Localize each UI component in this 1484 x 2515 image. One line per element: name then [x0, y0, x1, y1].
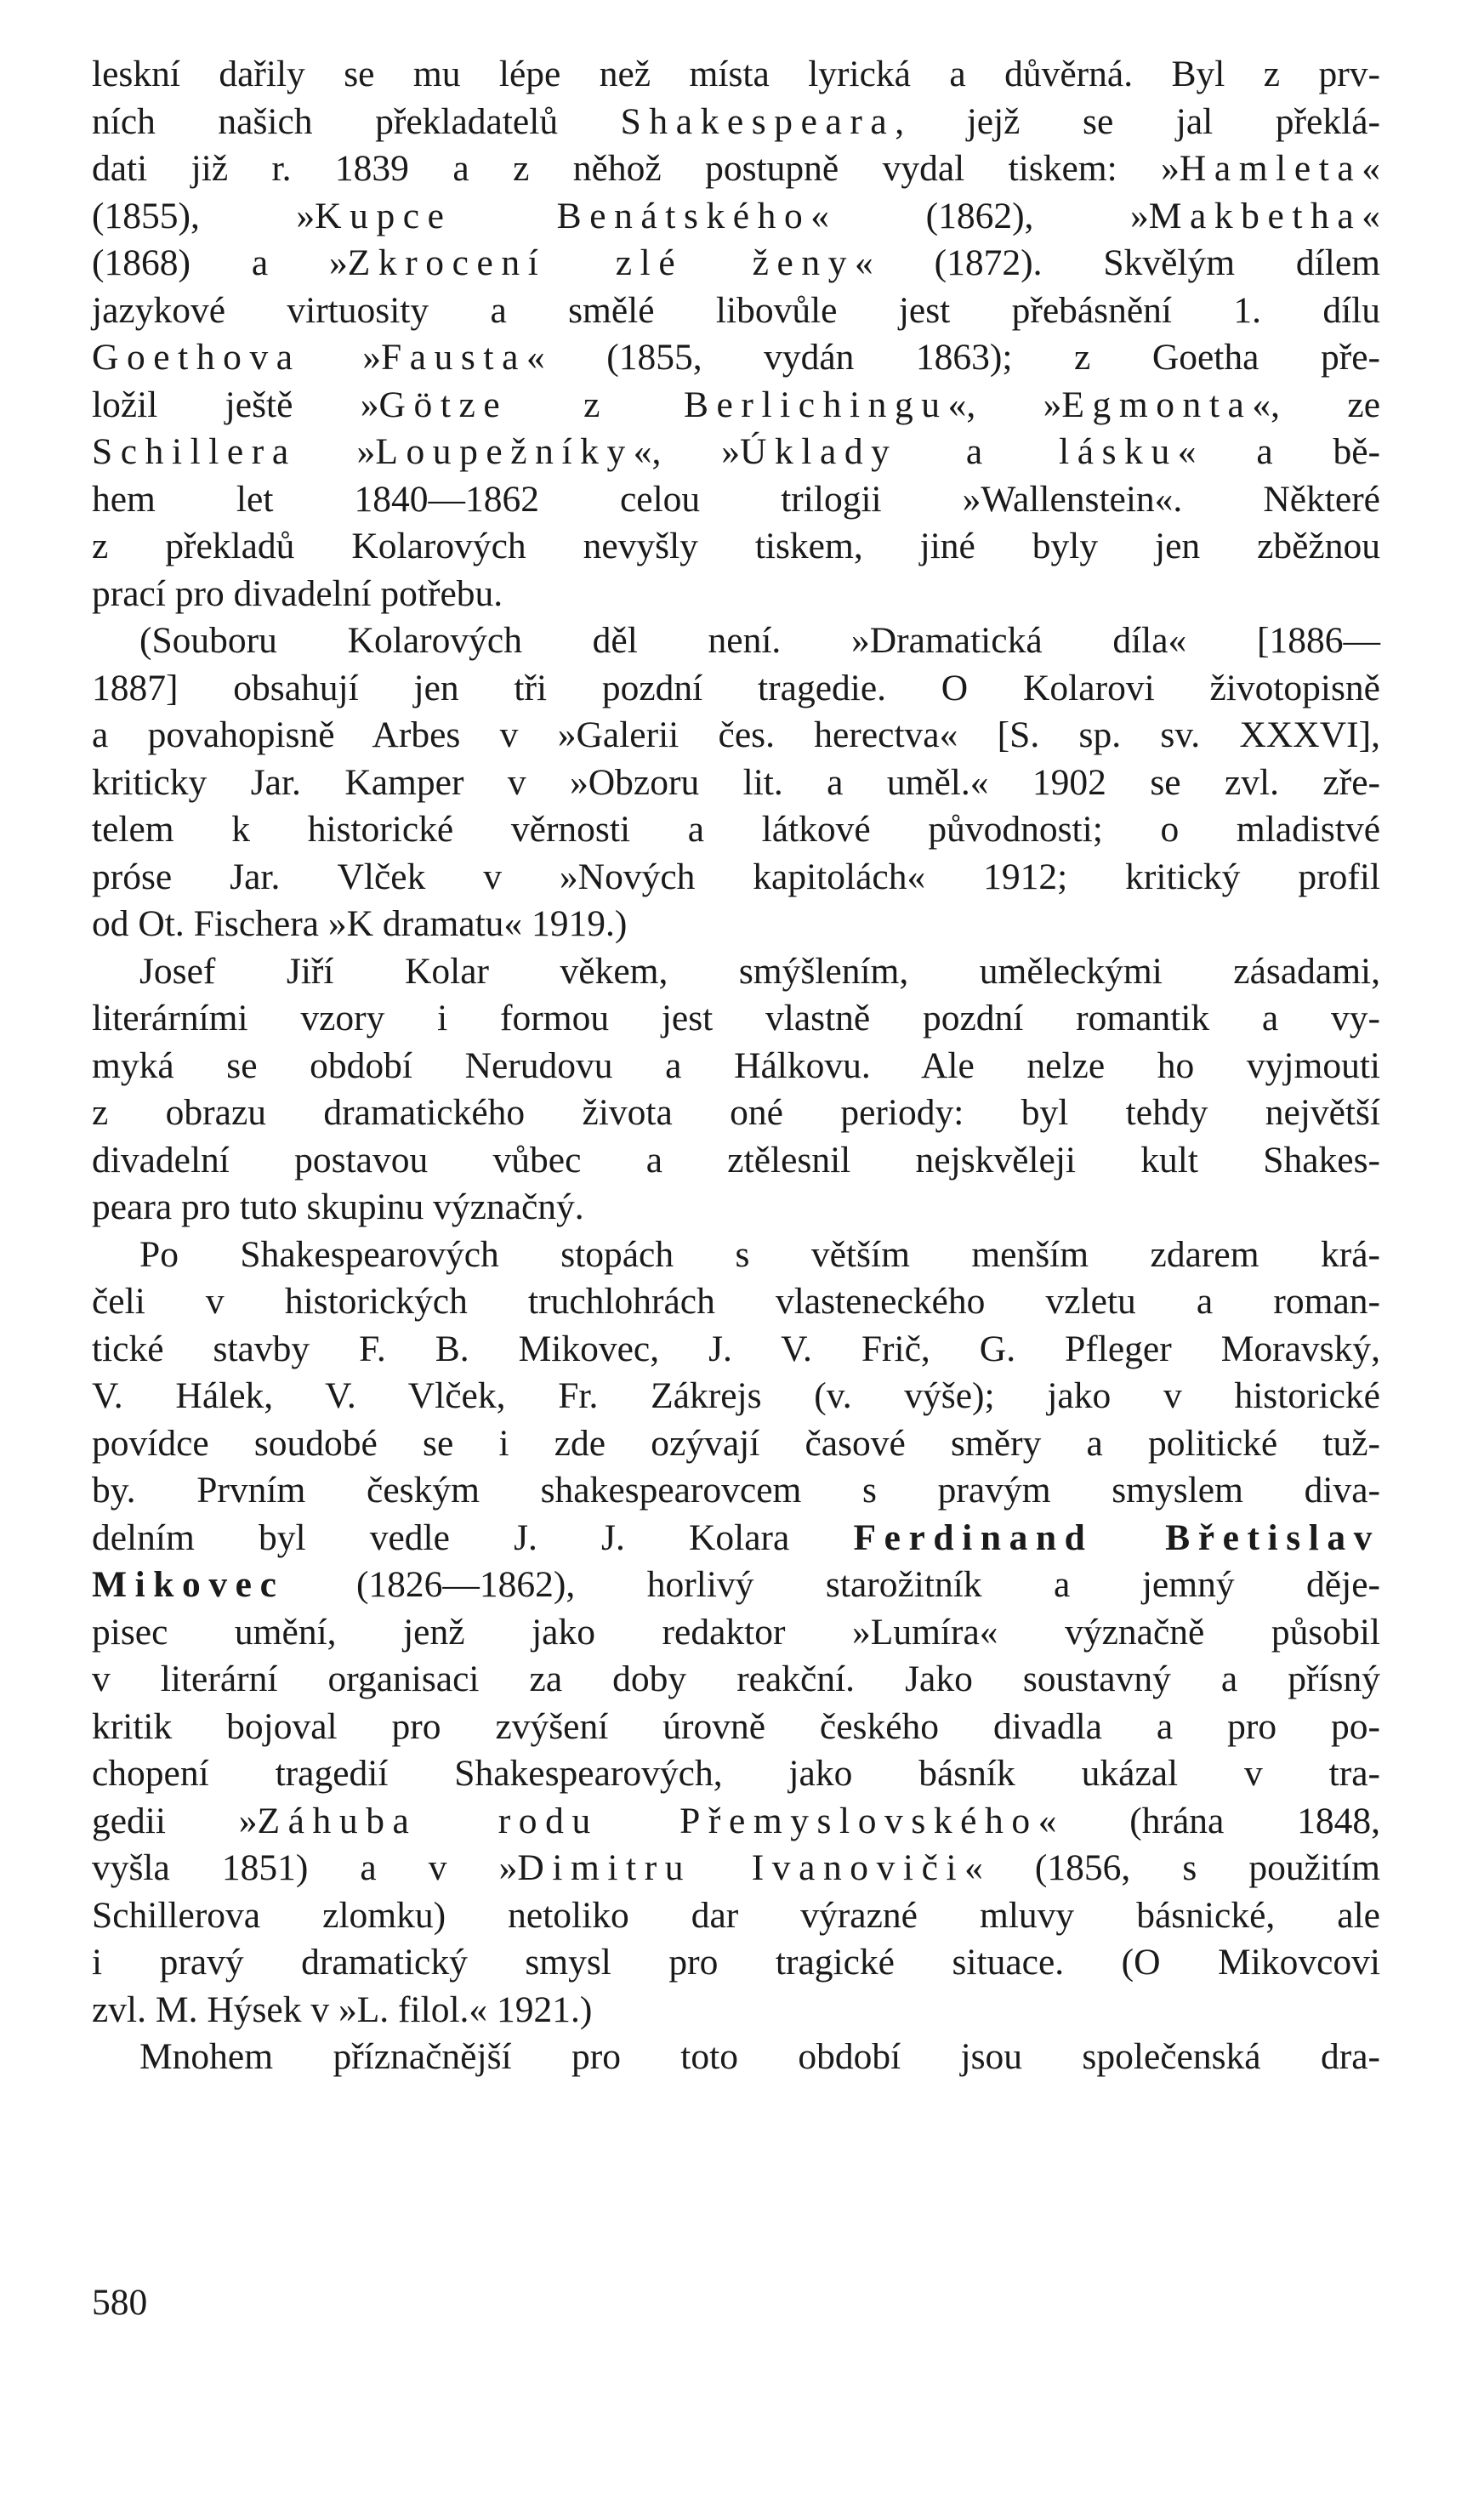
text-run: i pravý dramatický smysl pro tragické situace. (O Mikovcovi: [92, 1942, 1380, 1983]
text-line: [92, 1704, 1380, 1751]
text-line: [92, 1420, 1380, 1468]
emphasized-text: Zkrocení zlé ženy: [347, 242, 856, 283]
text-line: [92, 1892, 1380, 1940]
paragraph: [92, 948, 1380, 1232]
text-line: [92, 1845, 1380, 1892]
text-line: [92, 523, 1380, 571]
emphasized-text: Dimitru Ivanoviči: [517, 1847, 965, 1888]
text-run: tické stavby F. B. Mikovec, J. V. Frič, G. Pfleger Moravský,: [92, 1328, 1380, 1369]
text-run: pisec umění, jenž jako redaktor »Lumíra« význačně působil: [92, 1611, 1380, 1653]
text-run: 1887] obsahují jen tři pozdní tragedie. O Kolarovi životopisně: [92, 667, 1380, 708]
text-line: [92, 1467, 1380, 1515]
text-run: V. Hálek, V. Vlček, Fr. Zákrejs (v. výše); jako v historické: [92, 1375, 1380, 1416]
text-run: z překladů Kolarových nevyšly tiskem, jiné byly jen zběžnou: [92, 526, 1380, 566]
emphasized-text: Loupežníky: [375, 431, 634, 472]
text-line: [92, 1232, 1380, 1279]
emphasized-text: Záhuba rodu Přemyslovského: [257, 1800, 1038, 1841]
page-body: [92, 51, 1380, 2081]
text-run: myká se období Nerudovu a Hálkovu. Ale nelze ho vyjmouti: [92, 1044, 1380, 1086]
emphasized-text: Schillera: [92, 431, 297, 472]
text-run: chopení tragedií Shakespearových, jako básník ukázal v tra-: [92, 1753, 1380, 1794]
text-line: [92, 1939, 1380, 1987]
emphasized-text: Makbetha: [1148, 195, 1362, 236]
text-run: Po Shakespearových stopách s větším menším zdarem krá-: [139, 1233, 1380, 1275]
text-run: kriticky Jar. Kamper v »Obzoru lit. a uměl.« 1902 se zvl. zře-: [92, 761, 1380, 803]
text-run: dati již r. 1839 a z něhož postupně vydal tiskem: »: [92, 148, 1180, 189]
text-line: [92, 760, 1380, 807]
emphasized-text: Egmonta: [1061, 384, 1253, 425]
text-line: [92, 99, 1380, 146]
text-line: [92, 1278, 1380, 1326]
text-run: ložil ještě »: [92, 384, 379, 425]
text-line: [92, 1987, 1380, 2034]
text-line: [92, 1137, 1380, 1185]
text-run: by. Prvním českým shakespearovcem s pravým smyslem diva-: [92, 1470, 1380, 1511]
text-line: [92, 1090, 1380, 1137]
text-run: ních našich překladatelů: [92, 100, 621, 142]
text-run: « (1872). Skvělým dílem: [855, 242, 1380, 283]
text-line: [92, 665, 1380, 713]
emphasized-text: Goethova: [92, 337, 301, 378]
text-line: [92, 1326, 1380, 1374]
paragraph: [92, 51, 1380, 617]
emphasized-text: Götze z Berlichingu: [378, 384, 948, 425]
text-line: [92, 51, 1380, 99]
paragraph: [92, 1232, 1380, 2034]
paragraph: [92, 617, 1380, 948]
emphasized-text: Fausta: [380, 337, 526, 378]
text-run: leskní dařily se mu lépe než místa lyrická a důvěrná. Byl z prv-: [92, 54, 1380, 94]
text-line: [92, 571, 1380, 618]
text-run: (1855), »: [92, 195, 316, 236]
text-run: »: [300, 337, 381, 378]
text-run: Schillerova zlomku) netoliko dar výrazné mluvy básnické, ale: [92, 1894, 1380, 1936]
text-run: od Ot. Fischera »K dramatu« 1919.): [92, 903, 628, 944]
text-run: divadelní postavou vůbec a ztělesnil nejskvěleji kult Shakes-: [92, 1139, 1380, 1181]
page-number: 580: [92, 2282, 148, 2323]
text-line: [92, 901, 1380, 948]
paragraph: [92, 2034, 1380, 2081]
text-run: « (1862), »: [810, 195, 1149, 236]
text-line: [92, 617, 1380, 665]
text-line: [92, 1515, 1380, 1562]
text-run: « (1856, s použitím: [964, 1847, 1380, 1888]
text-run: Josef Jiří Kolar věkem, smýšlením, uměleckými zásadami,: [139, 950, 1380, 992]
text-line: [92, 145, 1380, 193]
text-line: [92, 1798, 1380, 1846]
text-line: [92, 2034, 1380, 2081]
emphasized-text: Shakespeara: [620, 100, 896, 142]
text-run: «: [1362, 195, 1380, 236]
text-run: zvl. M. Hýsek v »L. filol.« 1921.): [92, 1989, 593, 2030]
text-run: próse Jar. Vlček v »Nových kapitolách« 1912; kritický profil: [92, 856, 1380, 897]
text-run: prací pro divadelní potřebu.: [92, 572, 503, 614]
text-line: [92, 948, 1380, 996]
text-run: jazykové virtuosity a smělé libovůle jest přebásnění 1. dílu: [92, 289, 1380, 331]
text-run: (1826—1862), horlivý starožitník a jemný děje-: [284, 1564, 1380, 1605]
text-line: [92, 712, 1380, 760]
text-line: [92, 334, 1380, 382]
text-line: [92, 1609, 1380, 1657]
text-run: hem let 1840—1862 celou trilogii »Wallenstein«. Některé: [92, 478, 1380, 520]
text-run: « (hrána 1848,: [1038, 1800, 1380, 1841]
text-run: (1868) a »: [92, 242, 348, 283]
emphasized-text: Mikovec: [92, 1564, 285, 1605]
text-line: [92, 382, 1380, 430]
text-run: peara pro tuto skupinu význačný.: [92, 1186, 584, 1227]
text-run: « a bě-: [1177, 431, 1381, 472]
text-line: [92, 995, 1380, 1043]
text-line: [92, 1373, 1380, 1420]
text-run: kritik bojoval pro zvýšení úrovně českého divadla a pro po-: [92, 1705, 1380, 1747]
emphasized-text: Úklady a lásku: [739, 431, 1178, 472]
text-run: povídce soudobé se i zde ozývají časové směry a politické tuž-: [92, 1422, 1380, 1464]
emphasized-text: Kupce Benátského: [315, 195, 811, 236]
emphasized-text: Ferdinand Břetislav: [853, 1516, 1380, 1558]
text-line: [92, 240, 1380, 287]
text-run: »: [296, 431, 376, 472]
text-run: delním byl vedle J. J. Kolara: [92, 1516, 854, 1558]
text-run: telem k historické věrnosti a látkové původnosti; o mladistvé: [92, 809, 1380, 850]
text-line: [92, 854, 1380, 902]
emphasized-text: Hamleta: [1179, 148, 1362, 189]
text-line: [92, 1656, 1380, 1704]
text-run: Mnohem příznačnější pro toto období jsou společenská dra-: [139, 2036, 1380, 2077]
text-run: , jejž se jal překlá-: [895, 100, 1380, 142]
text-line: [92, 287, 1380, 335]
text-line: [92, 1184, 1380, 1232]
text-line: [92, 1043, 1380, 1090]
text-line: [92, 429, 1380, 476]
text-line: [92, 476, 1380, 524]
text-line: [92, 1750, 1380, 1798]
text-run: gedii »: [92, 1800, 258, 1841]
text-run: vyšla 1851) a v »: [92, 1847, 518, 1888]
text-run: « (1855, vydán 1863); z Goetha pře-: [526, 337, 1380, 378]
text-run: literárními vzory i formou jest vlastně pozdní romantik a vy-: [92, 998, 1380, 1038]
text-line: [92, 193, 1380, 241]
text-run: «: [1362, 148, 1380, 189]
text-run: v literární organisaci za doby reakční. Jako soustavný a přísný: [92, 1659, 1380, 1699]
text-run: «, »: [947, 384, 1062, 425]
text-run: (Souboru Kolarových děl není. »Dramatická díla« [1886—: [139, 620, 1380, 661]
text-run: «, »: [633, 431, 740, 472]
text-line: [92, 1562, 1380, 1609]
text-run: z obrazu dramatického života oné periody: byl tehdy největší: [92, 1092, 1380, 1133]
text-run: čeli v historických truchlohrách vlasteneckého vzletu a roman-: [92, 1281, 1380, 1322]
text-line: [92, 806, 1380, 854]
text-run: a povahopisně Arbes v »Galerii čes. herectva« [S. sp. sv. XXXVI],: [92, 714, 1380, 755]
text-run: «, ze: [1252, 384, 1381, 425]
